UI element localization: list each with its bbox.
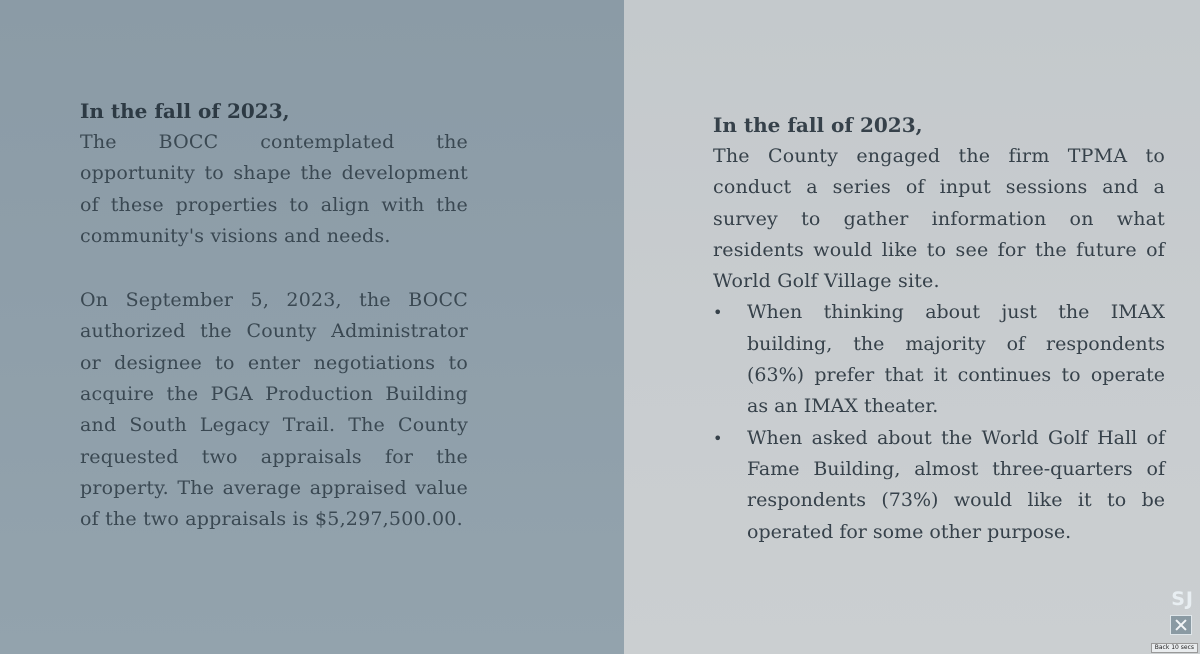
paragraph-gap xyxy=(80,252,468,285)
left-heading: In the fall of 2023, xyxy=(80,99,290,123)
right-intro: The County engaged the firm TPMA to conduct a series of input sessions and a survey to gather information on what residents would like to see for the future of World Golf Village site. xyxy=(713,145,1165,293)
left-paragraph-2: On September 5, 2023, the BOCC authorized the County Administrator or designee to enter negotiations to acquire the PGA Production Building and South Legacy Trail. The County requested two appraisals for the property. The average appraised value of the two appraisals is $5,297,500.00. xyxy=(80,289,468,531)
bullet-icon: • xyxy=(713,303,723,323)
back-10-seconds-button[interactable]: Back 10 secs xyxy=(1151,643,1198,653)
list-item-text: When thinking about just the IMAX building, the majority of respondents (63%) prefer that it continues to operate as an IMAX theater. xyxy=(747,301,1165,418)
list-item xyxy=(713,297,1165,422)
right-heading: In the fall of 2023, xyxy=(713,113,923,137)
close-x-icon xyxy=(1170,615,1192,635)
channel-logo xyxy=(1160,588,1194,648)
left-paragraph-1: The BOCC contemplated the opportunity to shape the development of these properties to align with the community's visions and needs. xyxy=(80,131,468,247)
right-text-column xyxy=(713,110,1165,548)
list-item-text: When asked about the World Golf Hall of Fame Building, almost three-quarters of respondents (73%) would like it to be operated for some other purpose. xyxy=(747,426,1165,543)
logo-letters: SJ xyxy=(1171,588,1194,610)
bullet-icon: • xyxy=(713,428,723,448)
list-item xyxy=(713,423,1165,548)
left-text-column xyxy=(80,96,468,536)
findings-list xyxy=(713,297,1165,547)
